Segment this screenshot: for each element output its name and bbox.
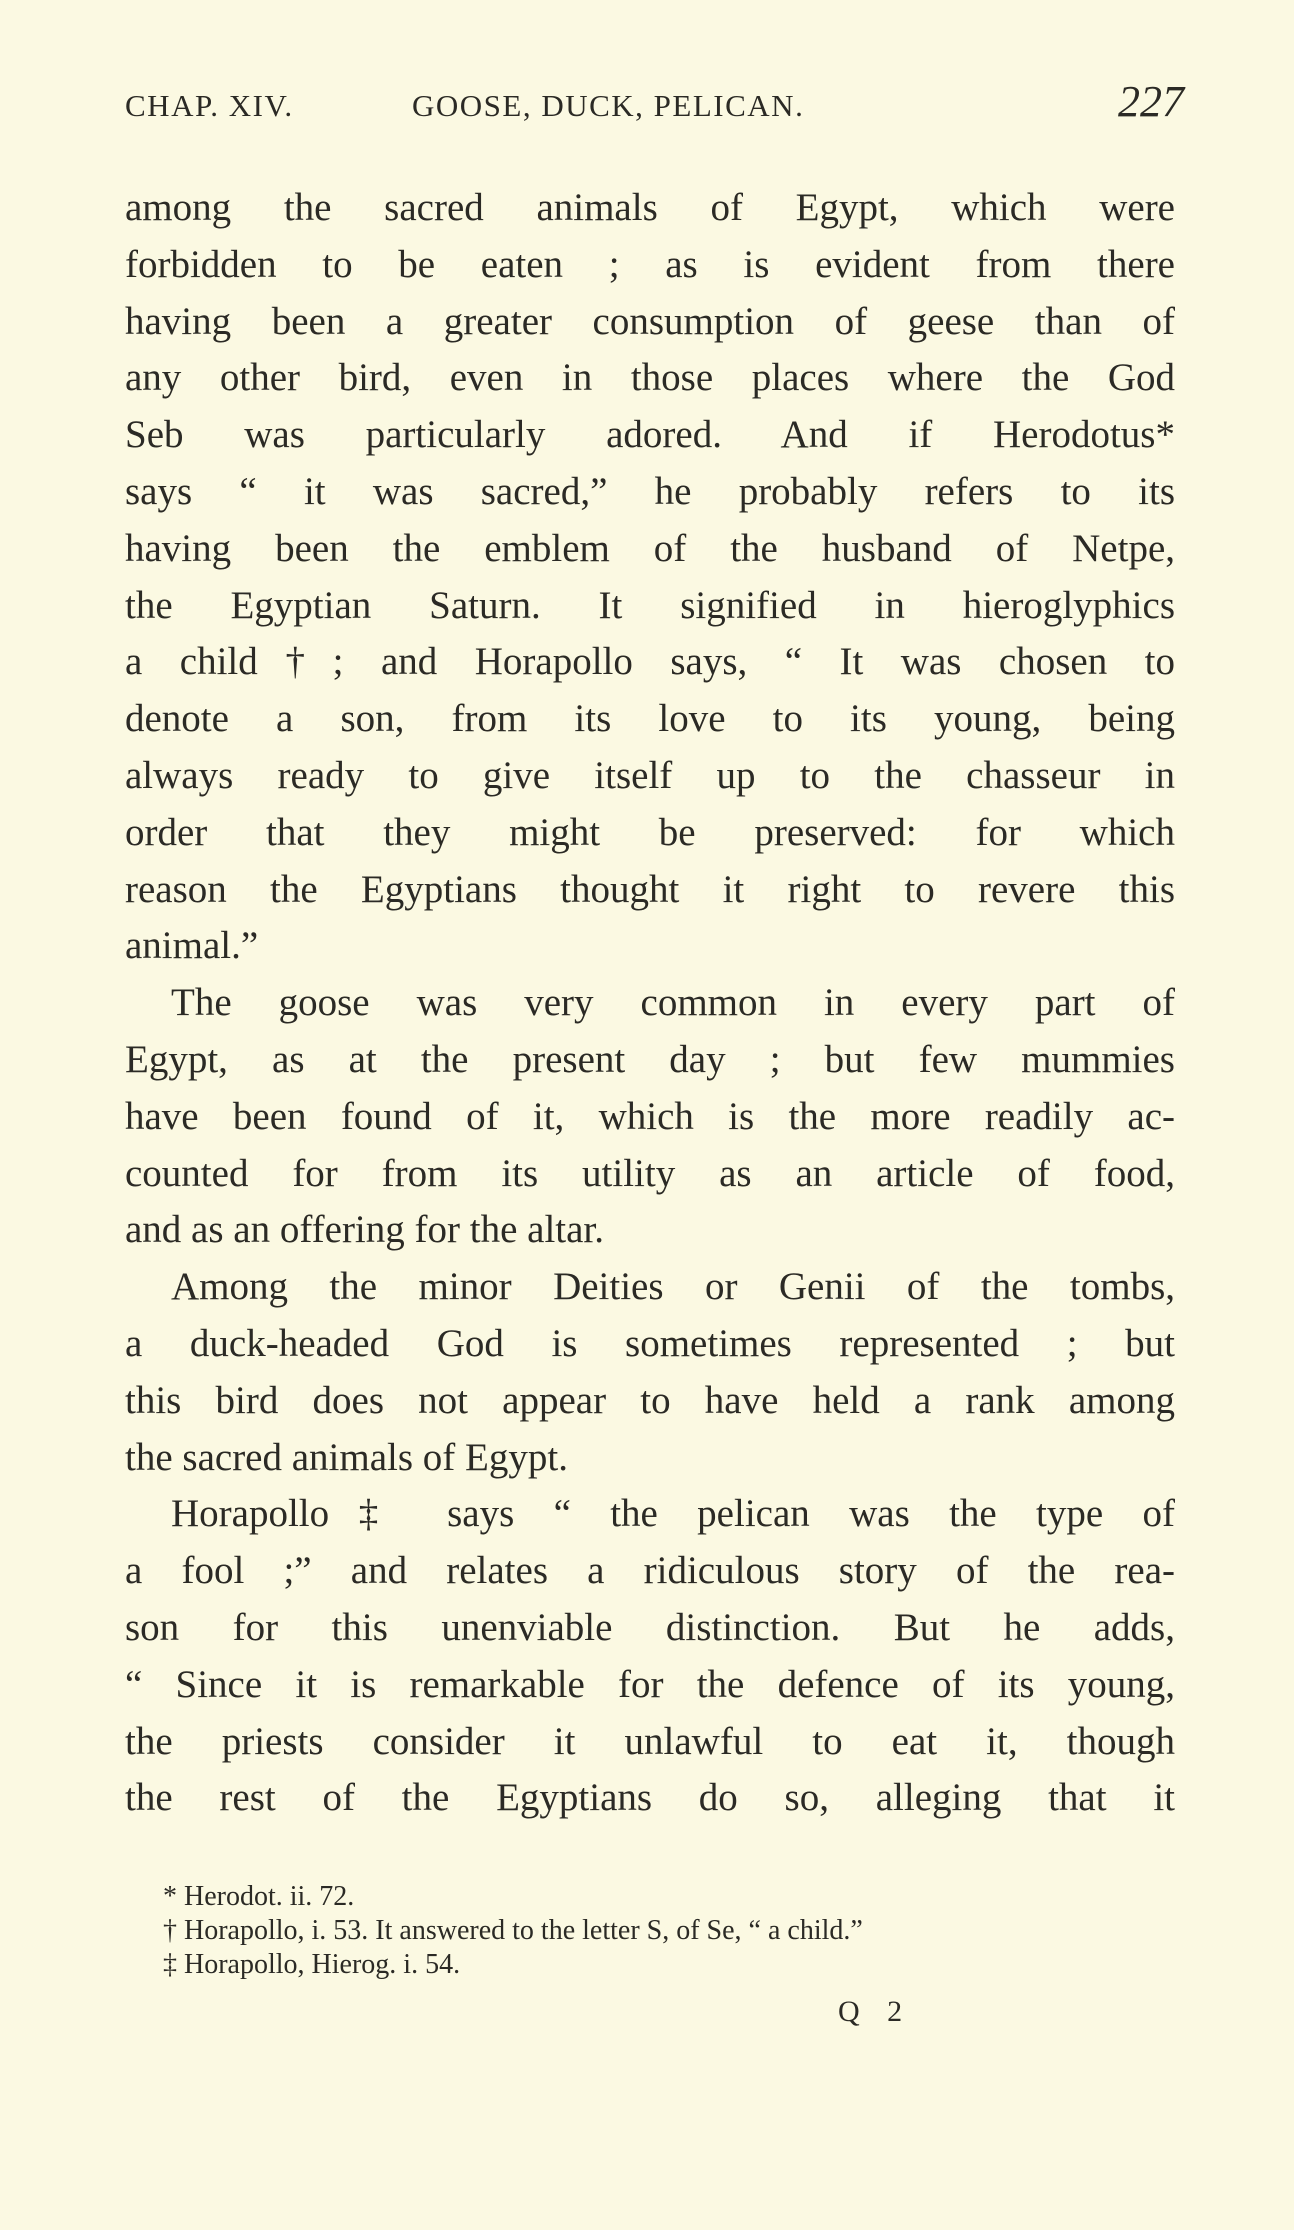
footnote: † Horapollo, i. 53. It answered to the letter S, of Se, “ a child.”	[163, 1915, 863, 1946]
text-line: The goose was very common in every part of	[171, 981, 1175, 1025]
text-line: having been the emblem of the husband of Netpe,	[125, 526, 1175, 570]
running-head-chapter: CHAP. XIV.	[125, 88, 294, 123]
text-line: this bird does not appear to have held a rank among	[125, 1378, 1175, 1422]
text-line: a duck-headed God is sometimes represented ; but	[125, 1321, 1175, 1365]
footnotes	[163, 1880, 863, 1982]
text-line: denote a son, from its love to its young, being	[125, 697, 1175, 741]
page-number: 227	[1118, 77, 1184, 126]
text-line: having been a greater consumption of geese than of	[125, 299, 1175, 343]
text-line: reason the Egyptians thought it right to revere this	[125, 867, 1175, 911]
text-line: counted for from its utility as an article of food,	[125, 1151, 1175, 1195]
footnote: * Herodot. ii. 72.	[163, 1881, 355, 1912]
text-line: a fool ;” and relates a ridiculous story of the rea-	[125, 1549, 1175, 1593]
text-line: have been found of it, which is the more readily ac-	[125, 1094, 1175, 1138]
text-line: animal.”	[125, 924, 259, 968]
text-line: son for this unenviable distinction. But he adds,	[125, 1605, 1175, 1649]
text-line: and as an offering for the altar.	[125, 1208, 605, 1252]
text-line: Horapollo‡ says “ the pelican was the type of	[171, 1492, 1175, 1536]
signature-mark: Q 2	[838, 1995, 913, 2028]
text-line: Among the minor Deities or Genii of the tombs,	[171, 1265, 1175, 1309]
text-line: “ Since it is remarkable for the defence of its young,	[125, 1662, 1175, 1706]
text-line: a child†; and Horapollo says, “ It was chosen to	[125, 640, 1175, 684]
text-line: the rest of the Egyptians do so, alleging that it	[125, 1776, 1175, 1820]
text-line: the sacred animals of Egypt.	[125, 1435, 568, 1479]
text-line: forbidden to be eaten ; as is evident from there	[125, 242, 1175, 286]
body-text	[125, 180, 1175, 1827]
text-line: any other bird, even in those places where the God	[125, 356, 1175, 400]
running-head-title: GOOSE, DUCK, PELICAN.	[412, 88, 805, 123]
text-line: Egypt, as at the present day ; but few mummies	[125, 1037, 1175, 1081]
text-line: the priests consider it unlawful to eat it, though	[125, 1719, 1175, 1763]
text-line: says “ it was sacred,” he probably refers to its	[125, 469, 1175, 513]
text-line: Seb was particularly adored. And if Herodotus*	[125, 413, 1175, 457]
text-line: order that they might be preserved: for which	[125, 810, 1175, 854]
text-line: always ready to give itself up to the chasseur in	[125, 753, 1175, 797]
text-line: among the sacred animals of Egypt, which were	[125, 186, 1175, 229]
text-line: the Egyptian Saturn. It signified in hieroglyphics	[125, 583, 1175, 627]
footnote: ‡ Horapollo, Hierog. i. 54.	[163, 1949, 461, 1980]
